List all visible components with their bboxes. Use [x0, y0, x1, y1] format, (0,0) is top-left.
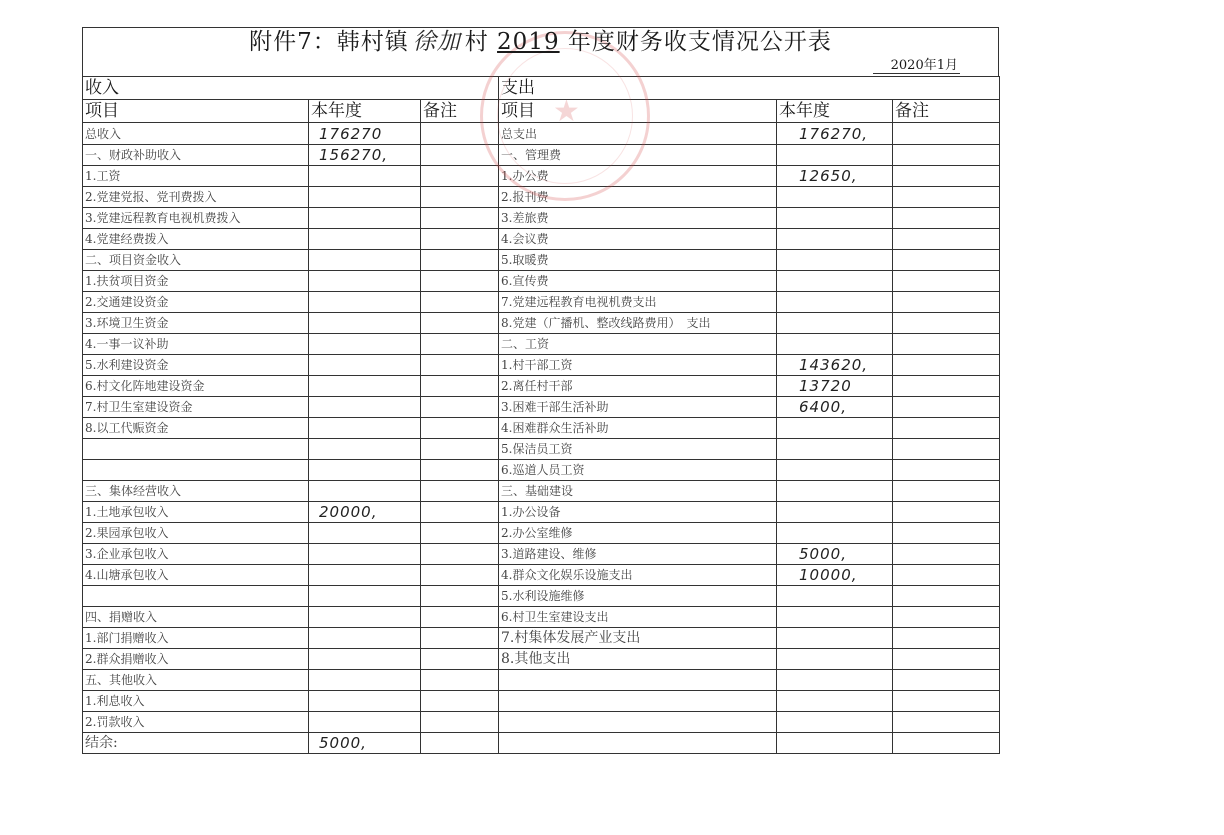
expense-amount: 12650,: [777, 166, 893, 187]
expense-note: [893, 208, 1000, 229]
expense-item-label: 1.办公费: [499, 166, 777, 187]
income-item-label: 1.工资: [83, 166, 309, 187]
expense-amount: [777, 292, 893, 313]
expense-note: [893, 229, 1000, 250]
expense-item-label: 3.道路建设、维修: [499, 544, 777, 565]
income-amount: [309, 271, 421, 292]
table-row: [83, 313, 1000, 334]
expense-item-label: 三、基础建设: [499, 481, 777, 502]
table-row: [83, 565, 1000, 586]
income-item-label: 8.以工代赈资金: [83, 418, 309, 439]
expense-amount: 5000,: [777, 544, 893, 565]
table-row: [83, 208, 1000, 229]
title-year: 2019: [497, 29, 560, 55]
income-amount: [309, 187, 421, 208]
expense-item-label: 总支出: [499, 123, 777, 145]
income-amount: [309, 481, 421, 502]
income-note: [421, 166, 499, 187]
table-row: [83, 460, 1000, 481]
income-note: [421, 565, 499, 586]
income-item-label: 三、集体经营收入: [83, 481, 309, 502]
expense-note: [893, 145, 1000, 166]
income-item-label: 6.村文化阵地建设资金: [83, 376, 309, 397]
income-item-label: 一、财政补助收入: [83, 145, 309, 166]
report-date: 2020年1月: [873, 58, 960, 74]
income-note: [421, 187, 499, 208]
expense-amount: [777, 628, 893, 649]
income-note: [421, 145, 499, 166]
table-row: [83, 418, 1000, 439]
income-item-label: 2.果园承包收入: [83, 523, 309, 544]
income-amount: [309, 166, 421, 187]
income-amount: 176270: [309, 123, 421, 145]
table-row: [83, 439, 1000, 460]
table-row: [83, 187, 1000, 208]
income-item-label: [83, 586, 309, 607]
expense-amount: [777, 607, 893, 628]
table-row: [83, 649, 1000, 670]
income-note: [421, 733, 499, 754]
income-note: [421, 292, 499, 313]
income-note: [421, 397, 499, 418]
income-amount: [309, 355, 421, 376]
expense-note: [893, 313, 1000, 334]
table-row: [83, 376, 1000, 397]
expense-amount: 6400,: [777, 397, 893, 418]
expense-note: [893, 271, 1000, 292]
expense-amount: [777, 733, 893, 754]
income-amount: [309, 334, 421, 355]
income-item-label: 总收入: [83, 123, 309, 145]
expense-amount: 143620,: [777, 355, 893, 376]
table-row: [83, 292, 1000, 313]
expense-note: [893, 250, 1000, 271]
income-amount: [309, 607, 421, 628]
income-item-label: 3.企业承包收入: [83, 544, 309, 565]
expense-note: [893, 397, 1000, 418]
income-note: [421, 691, 499, 712]
income-item-label: 4.一事一议补助: [83, 334, 309, 355]
expense-item-label: 4.困难群众生活补助: [499, 418, 777, 439]
income-amount: [309, 523, 421, 544]
expense-item-label: 3.困难干部生活补助: [499, 397, 777, 418]
expense-note: [893, 481, 1000, 502]
income-note: [421, 544, 499, 565]
expense-amount: [777, 313, 893, 334]
income-col-amount: 本年度: [309, 100, 421, 123]
income-item-label: 3.党建远程教育电视机费拨入: [83, 208, 309, 229]
expense-note: [893, 166, 1000, 187]
title-cun: 村: [464, 29, 489, 55]
expense-note: [893, 502, 1000, 523]
income-item-label: [83, 439, 309, 460]
income-item-label: 结余:: [83, 733, 309, 754]
expense-amount: [777, 649, 893, 670]
expense-note: [893, 123, 1000, 145]
income-amount: [309, 292, 421, 313]
date-line: [82, 56, 999, 76]
expense-item-label: 2.离任村干部: [499, 376, 777, 397]
expense-heading: 支出: [499, 77, 1000, 100]
expense-col-amount: 本年度: [777, 100, 893, 123]
expense-amount: [777, 145, 893, 166]
expense-item-label: 7.党建远程教育电视机费支出: [499, 292, 777, 313]
expense-amount: 13720: [777, 376, 893, 397]
income-note: [421, 586, 499, 607]
expense-amount: [777, 250, 893, 271]
table-row: [83, 397, 1000, 418]
expense-amount: [777, 691, 893, 712]
income-item-label: 5.水利建设资金: [83, 355, 309, 376]
income-note: [421, 208, 499, 229]
income-amount: [309, 712, 421, 733]
expense-item-label: 8.党建（广播机、整改线路费用） 支出: [499, 313, 777, 334]
expense-item-label: 2.办公室维修: [499, 523, 777, 544]
title-prefix: 附件7：韩村镇: [249, 29, 409, 55]
income-amount: [309, 670, 421, 691]
table-row: [83, 607, 1000, 628]
income-amount: [309, 313, 421, 334]
expense-item-label: [499, 712, 777, 733]
income-amount: 20000,: [309, 502, 421, 523]
income-item-label: 1.利息收入: [83, 691, 309, 712]
expense-amount: [777, 712, 893, 733]
table-row: [83, 481, 1000, 502]
income-note: [421, 123, 499, 145]
income-note: [421, 418, 499, 439]
income-amount: 5000,: [309, 733, 421, 754]
income-note: [421, 607, 499, 628]
expense-item-label: 1.办公设备: [499, 502, 777, 523]
expense-amount: [777, 439, 893, 460]
table-row: [83, 691, 1000, 712]
expense-item-label: 1.村干部工资: [499, 355, 777, 376]
expense-item-label: 5.取暖费: [499, 250, 777, 271]
star-icon: ★: [553, 94, 580, 129]
expense-item-label: 4.群众文化娱乐设施支出: [499, 565, 777, 586]
finance-table: [82, 76, 1000, 754]
income-item-label: [83, 460, 309, 481]
income-note: [421, 670, 499, 691]
income-note: [421, 313, 499, 334]
expense-amount: [777, 670, 893, 691]
income-amount: [309, 439, 421, 460]
expense-item-label: 6.巡道人员工资: [499, 460, 777, 481]
income-amount: [309, 229, 421, 250]
table-row: [83, 229, 1000, 250]
expense-note: [893, 712, 1000, 733]
column-header-row: [83, 100, 1000, 123]
income-amount: [309, 649, 421, 670]
income-amount: [309, 628, 421, 649]
income-note: [421, 271, 499, 292]
expense-item-label: 6.宣传费: [499, 271, 777, 292]
income-note: [421, 628, 499, 649]
income-item-label: 7.村卫生室建设资金: [83, 397, 309, 418]
expense-note: [893, 649, 1000, 670]
income-amount: [309, 397, 421, 418]
expense-note: [893, 418, 1000, 439]
expense-note: [893, 691, 1000, 712]
table-row: [83, 271, 1000, 292]
income-item-label: 1.部门捐赠收入: [83, 628, 309, 649]
expense-note: [893, 565, 1000, 586]
income-item-label: 2.交通建设资金: [83, 292, 309, 313]
income-amount: [309, 250, 421, 271]
expense-note: [893, 544, 1000, 565]
income-item-label: 二、项目资金收入: [83, 250, 309, 271]
expense-amount: [777, 586, 893, 607]
expense-item-label: 6.村卫生室建设支出: [499, 607, 777, 628]
expense-note: [893, 187, 1000, 208]
expense-note: [893, 460, 1000, 481]
form-title: [82, 27, 999, 56]
expense-item-label: [499, 691, 777, 712]
expense-note: [893, 586, 1000, 607]
table-row: [83, 628, 1000, 649]
expense-col-item: 项目: [499, 100, 777, 123]
income-note: [421, 502, 499, 523]
expense-item-label: 3.差旅费: [499, 208, 777, 229]
income-note: [421, 376, 499, 397]
expense-note: [893, 523, 1000, 544]
income-item-label: 2.党建党报、党刊费拨入: [83, 187, 309, 208]
finance-disclosure-form: [82, 27, 999, 754]
table-row: [83, 712, 1000, 733]
income-amount: [309, 418, 421, 439]
table-row: [83, 166, 1000, 187]
income-item-label: 4.山塘承包收入: [83, 565, 309, 586]
expense-item-label: 二、工资: [499, 334, 777, 355]
expense-note: [893, 607, 1000, 628]
income-note: [421, 523, 499, 544]
income-item-label: 3.环境卫生资金: [83, 313, 309, 334]
expense-amount: 10000,: [777, 565, 893, 586]
income-note: [421, 250, 499, 271]
handwritten-village-name: 徐加: [412, 29, 461, 55]
income-heading: 收入: [83, 77, 499, 100]
income-note: [421, 229, 499, 250]
income-amount: 156270,: [309, 145, 421, 166]
expense-note: [893, 439, 1000, 460]
expense-amount: [777, 418, 893, 439]
expense-item-label: [499, 670, 777, 691]
table-row: [83, 733, 1000, 754]
expense-note: [893, 355, 1000, 376]
expense-amount: [777, 334, 893, 355]
expense-amount: [777, 502, 893, 523]
expense-note: [893, 292, 1000, 313]
income-item-label: 2.罚款收入: [83, 712, 309, 733]
expense-item-label: 2.报刊费: [499, 187, 777, 208]
expense-note: [893, 733, 1000, 754]
income-note: [421, 460, 499, 481]
expense-note: [893, 376, 1000, 397]
section-heading-row: [83, 77, 1000, 100]
table-row: [83, 502, 1000, 523]
income-col-note: 备注: [421, 100, 499, 123]
table-row: [83, 145, 1000, 166]
income-item-label: 四、捐赠收入: [83, 607, 309, 628]
expense-col-note: 备注: [893, 100, 1000, 123]
expense-amount: [777, 460, 893, 481]
table-row: [83, 250, 1000, 271]
table-row: [83, 586, 1000, 607]
income-item-label: 4.党建经费拨入: [83, 229, 309, 250]
income-note: [421, 334, 499, 355]
expense-note: [893, 670, 1000, 691]
finance-table-body: [83, 77, 1000, 754]
title-suffix: 年度财务收支情况公开表: [567, 29, 832, 55]
income-note: [421, 712, 499, 733]
income-note: [421, 481, 499, 502]
expense-item-label: 5.水利设施维修: [499, 586, 777, 607]
expense-note: [893, 334, 1000, 355]
income-amount: [309, 544, 421, 565]
expense-item-label: 4.会议费: [499, 229, 777, 250]
income-amount: [309, 376, 421, 397]
income-item-label: 1.土地承包收入: [83, 502, 309, 523]
table-row: [83, 523, 1000, 544]
expense-item-label: 7.村集体发展产业支出: [499, 628, 777, 649]
table-row: [83, 334, 1000, 355]
income-amount: [309, 565, 421, 586]
table-row: [83, 544, 1000, 565]
expense-amount: [777, 208, 893, 229]
income-item-label: 2.群众捐赠收入: [83, 649, 309, 670]
expense-amount: [777, 481, 893, 502]
expense-amount: 176270,: [777, 123, 893, 145]
income-item-label: 五、其他收入: [83, 670, 309, 691]
expense-note: [893, 628, 1000, 649]
expense-amount: [777, 187, 893, 208]
expense-item-label: 8.其他支出: [499, 649, 777, 670]
income-note: [421, 355, 499, 376]
expense-item-label: 一、管理费: [499, 145, 777, 166]
expense-amount: [777, 229, 893, 250]
income-amount: [309, 460, 421, 481]
table-row: [83, 123, 1000, 145]
income-col-item: 项目: [83, 100, 309, 123]
income-amount: [309, 208, 421, 229]
expense-item-label: [499, 733, 777, 754]
table-row: [83, 670, 1000, 691]
income-note: [421, 649, 499, 670]
income-amount: [309, 586, 421, 607]
income-amount: [309, 691, 421, 712]
table-row: [83, 355, 1000, 376]
income-note: [421, 439, 499, 460]
expense-amount: [777, 523, 893, 544]
expense-item-label: 5.保洁员工资: [499, 439, 777, 460]
expense-amount: [777, 271, 893, 292]
income-item-label: 1.扶贫项目资金: [83, 271, 309, 292]
